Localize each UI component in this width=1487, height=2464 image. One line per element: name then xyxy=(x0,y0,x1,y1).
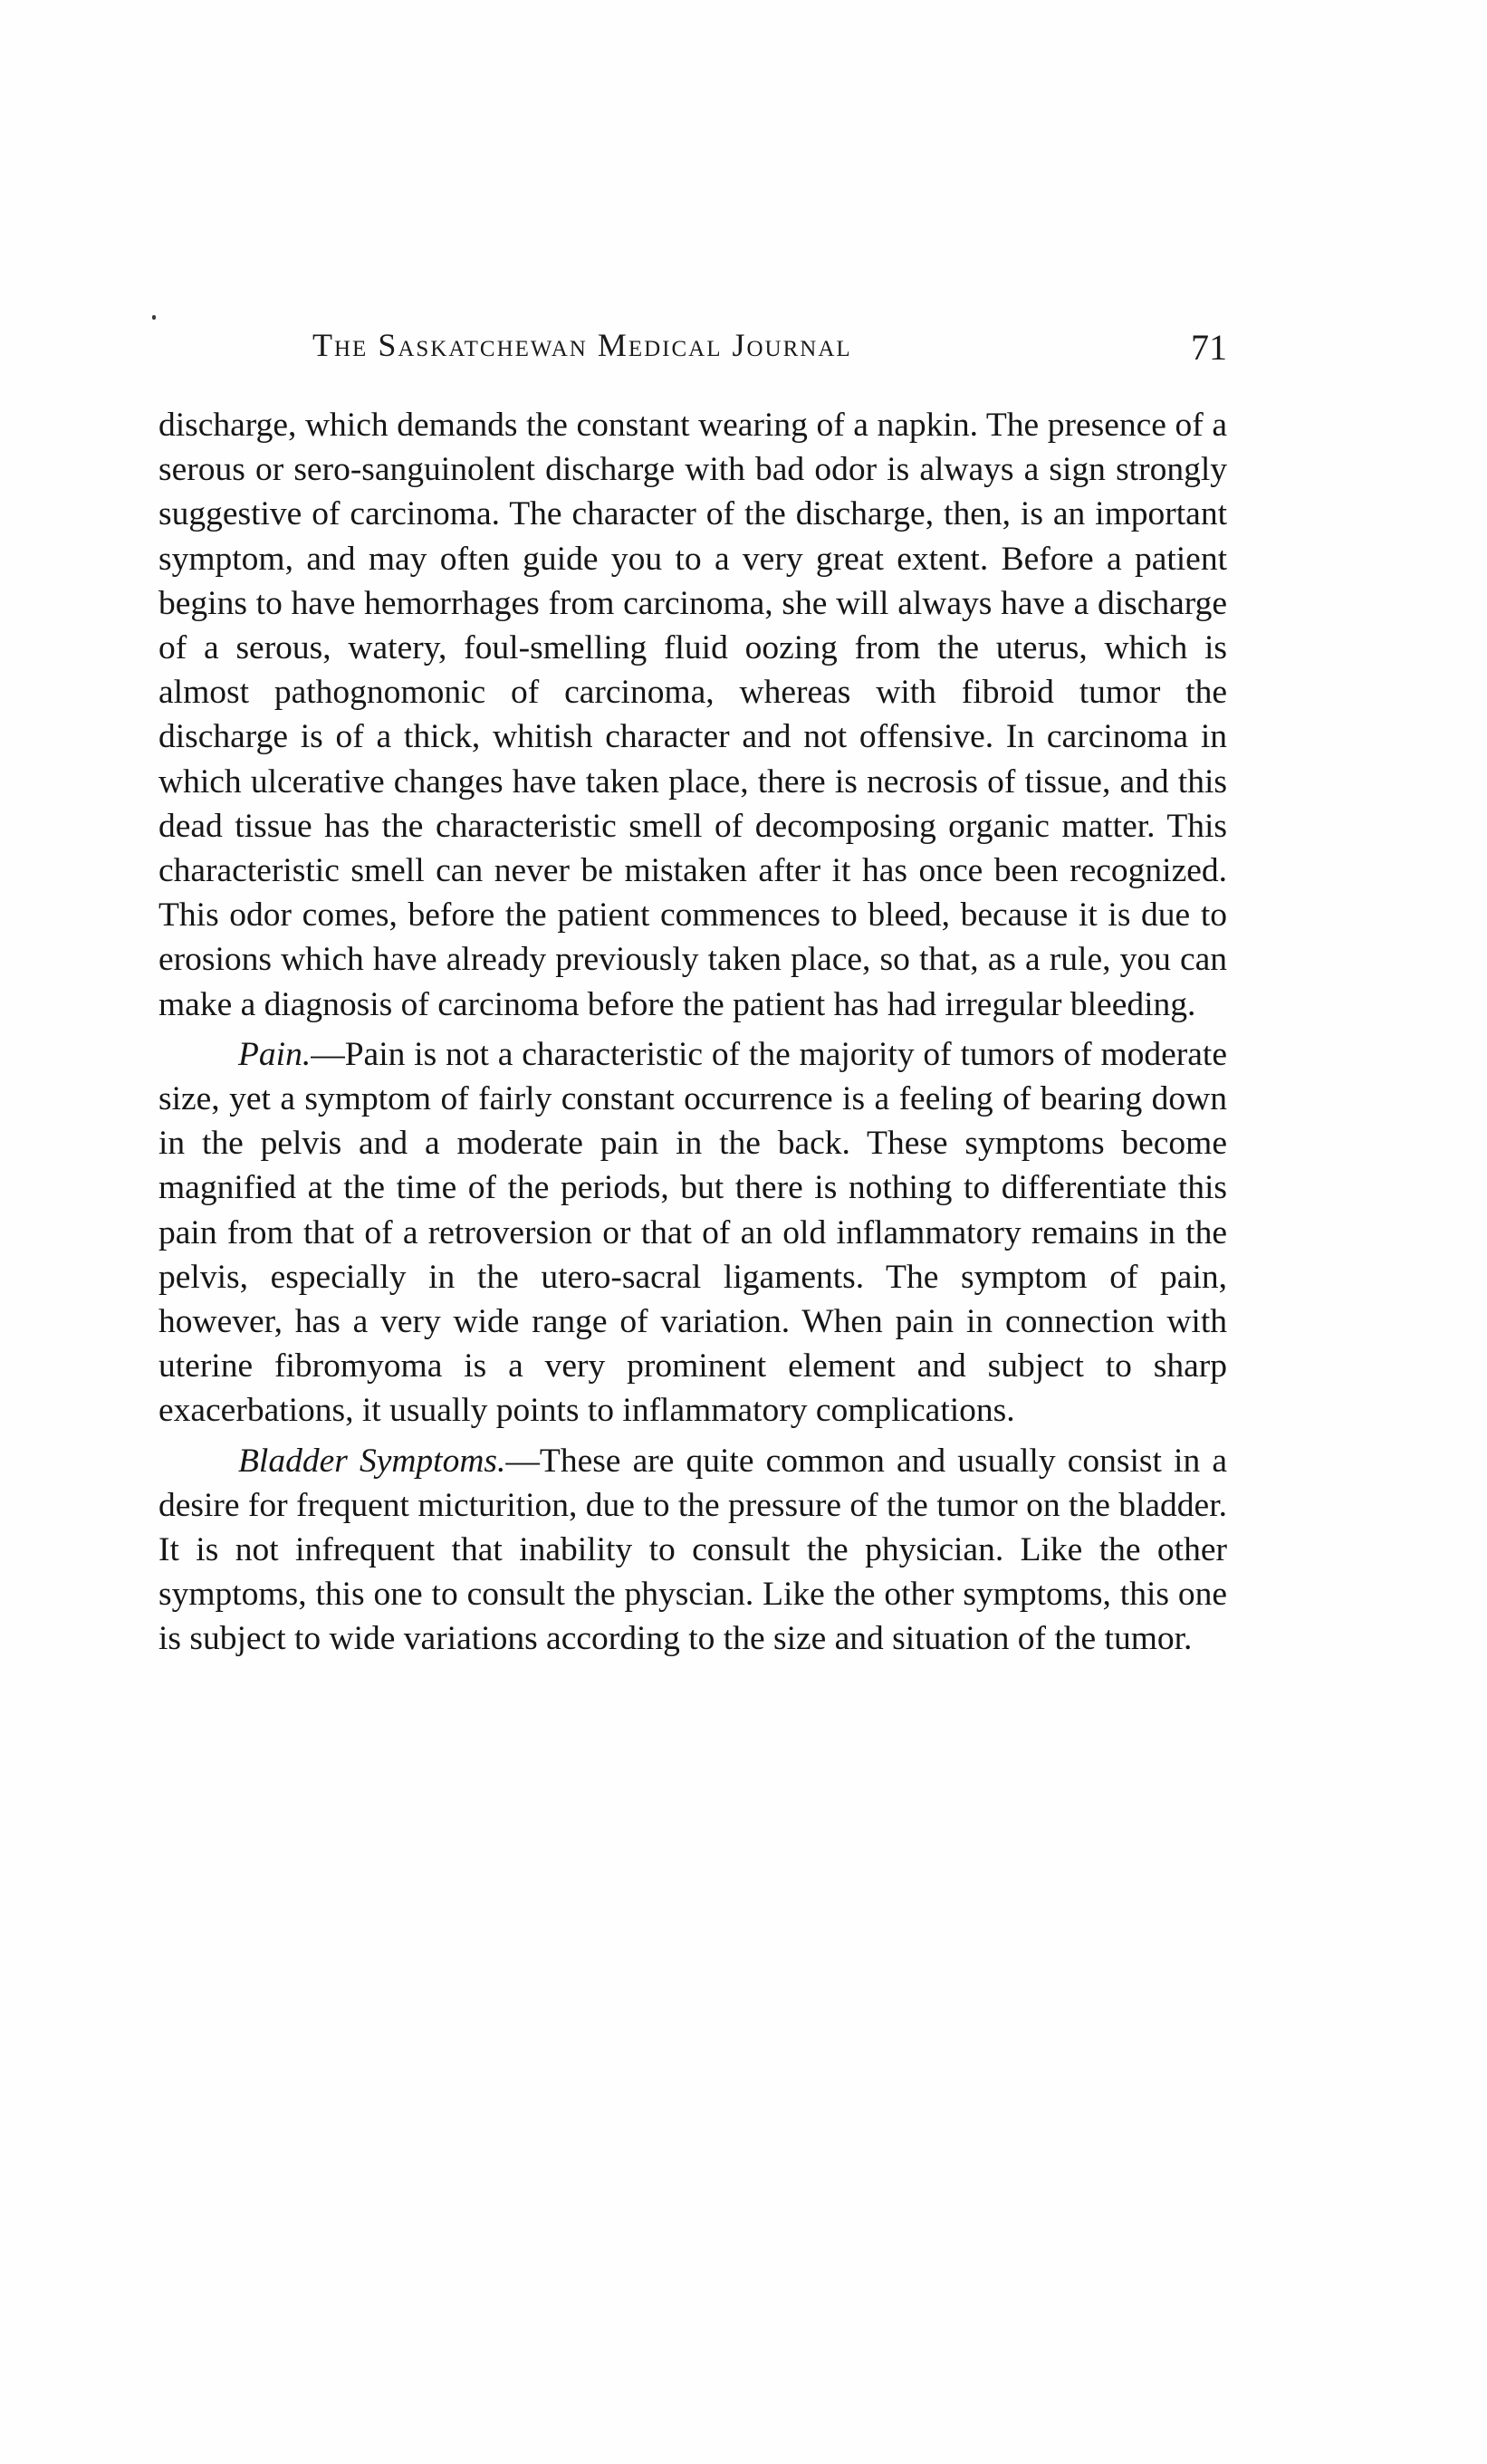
discharge-paragraph: discharge, which demands the constant wearing of a napkin. The presence of a serous or sero-sanguinolent discharge with bad odor is always a sign strongly suggestive of carcinoma. The character of the discharge, then, is an important symptom, and may often guide you to a very great extent. Before a patient begins to have hemorrhages from carcinoma, she will always have a discharge of a serous, watery, foul-smelling fluid oozing from the uterus, which is almost pathognomonic of carcinoma, whereas with fibroid tumor the discharge is of a thick, whitish character and not offensive. In carcinoma in which ulcerative changes have taken place, there is necrosis of tissue, and this dead tissue has the characteristic smell of decomposing organic matter. This characteristic smell can never be mistaken after it has once been recognized. This odor comes, before the patient commences to bleed, because it is due to erosions which have already previously taken place, so that, as a rule, you can make a diagnosis of carcinoma before the patient has had irregular bleeding. xyxy=(158,407,1227,1023)
bladder-symptoms-heading: Bladder Symptoms. xyxy=(238,1442,506,1480)
bladder-symptoms-paragraph xyxy=(158,1439,1227,1662)
pain-paragraph xyxy=(158,1032,1227,1433)
pain-paragraph-text: —Pain is not a characteristic of the majority of tumors of moderate size, yet a symptom of fairly constant occurrence is a feeling of bearing down in the pelvis and a moderate pain in the back. These symptoms become magnified at the time of the periods, but there is nothing to differentiate this pain from that of a retroversion or that of an old inflammatory remains in the pelvis, especially in the utero-sacral ligaments. The symptom of pain, however, has a very wide range of variation. When pain in connection with uterine fibromyoma is a very prominent element and subject to sharp exacerbations, it usually points to inflammatory complications. xyxy=(158,1035,1227,1430)
journal-title: The Saskatchewan Medical Journal xyxy=(312,327,852,363)
running-header xyxy=(312,326,1227,380)
bladder-symptoms-paragraph-text: —These are quite common and usually consist in a desire for frequent micturition, due to the pressure of the tumor on the bladder. It is not infrequent that inability to consult the physician. Like the other symptoms, this one to consult the physcian. Like the other symptoms, this one is subject to wide variations according to the size and situation of the tumor. xyxy=(158,1442,1227,1658)
body-text xyxy=(158,403,1227,1662)
pain-heading: Pain. xyxy=(238,1035,312,1073)
page-number: 71 xyxy=(1191,327,1227,368)
stray-ink-mark xyxy=(152,315,156,320)
